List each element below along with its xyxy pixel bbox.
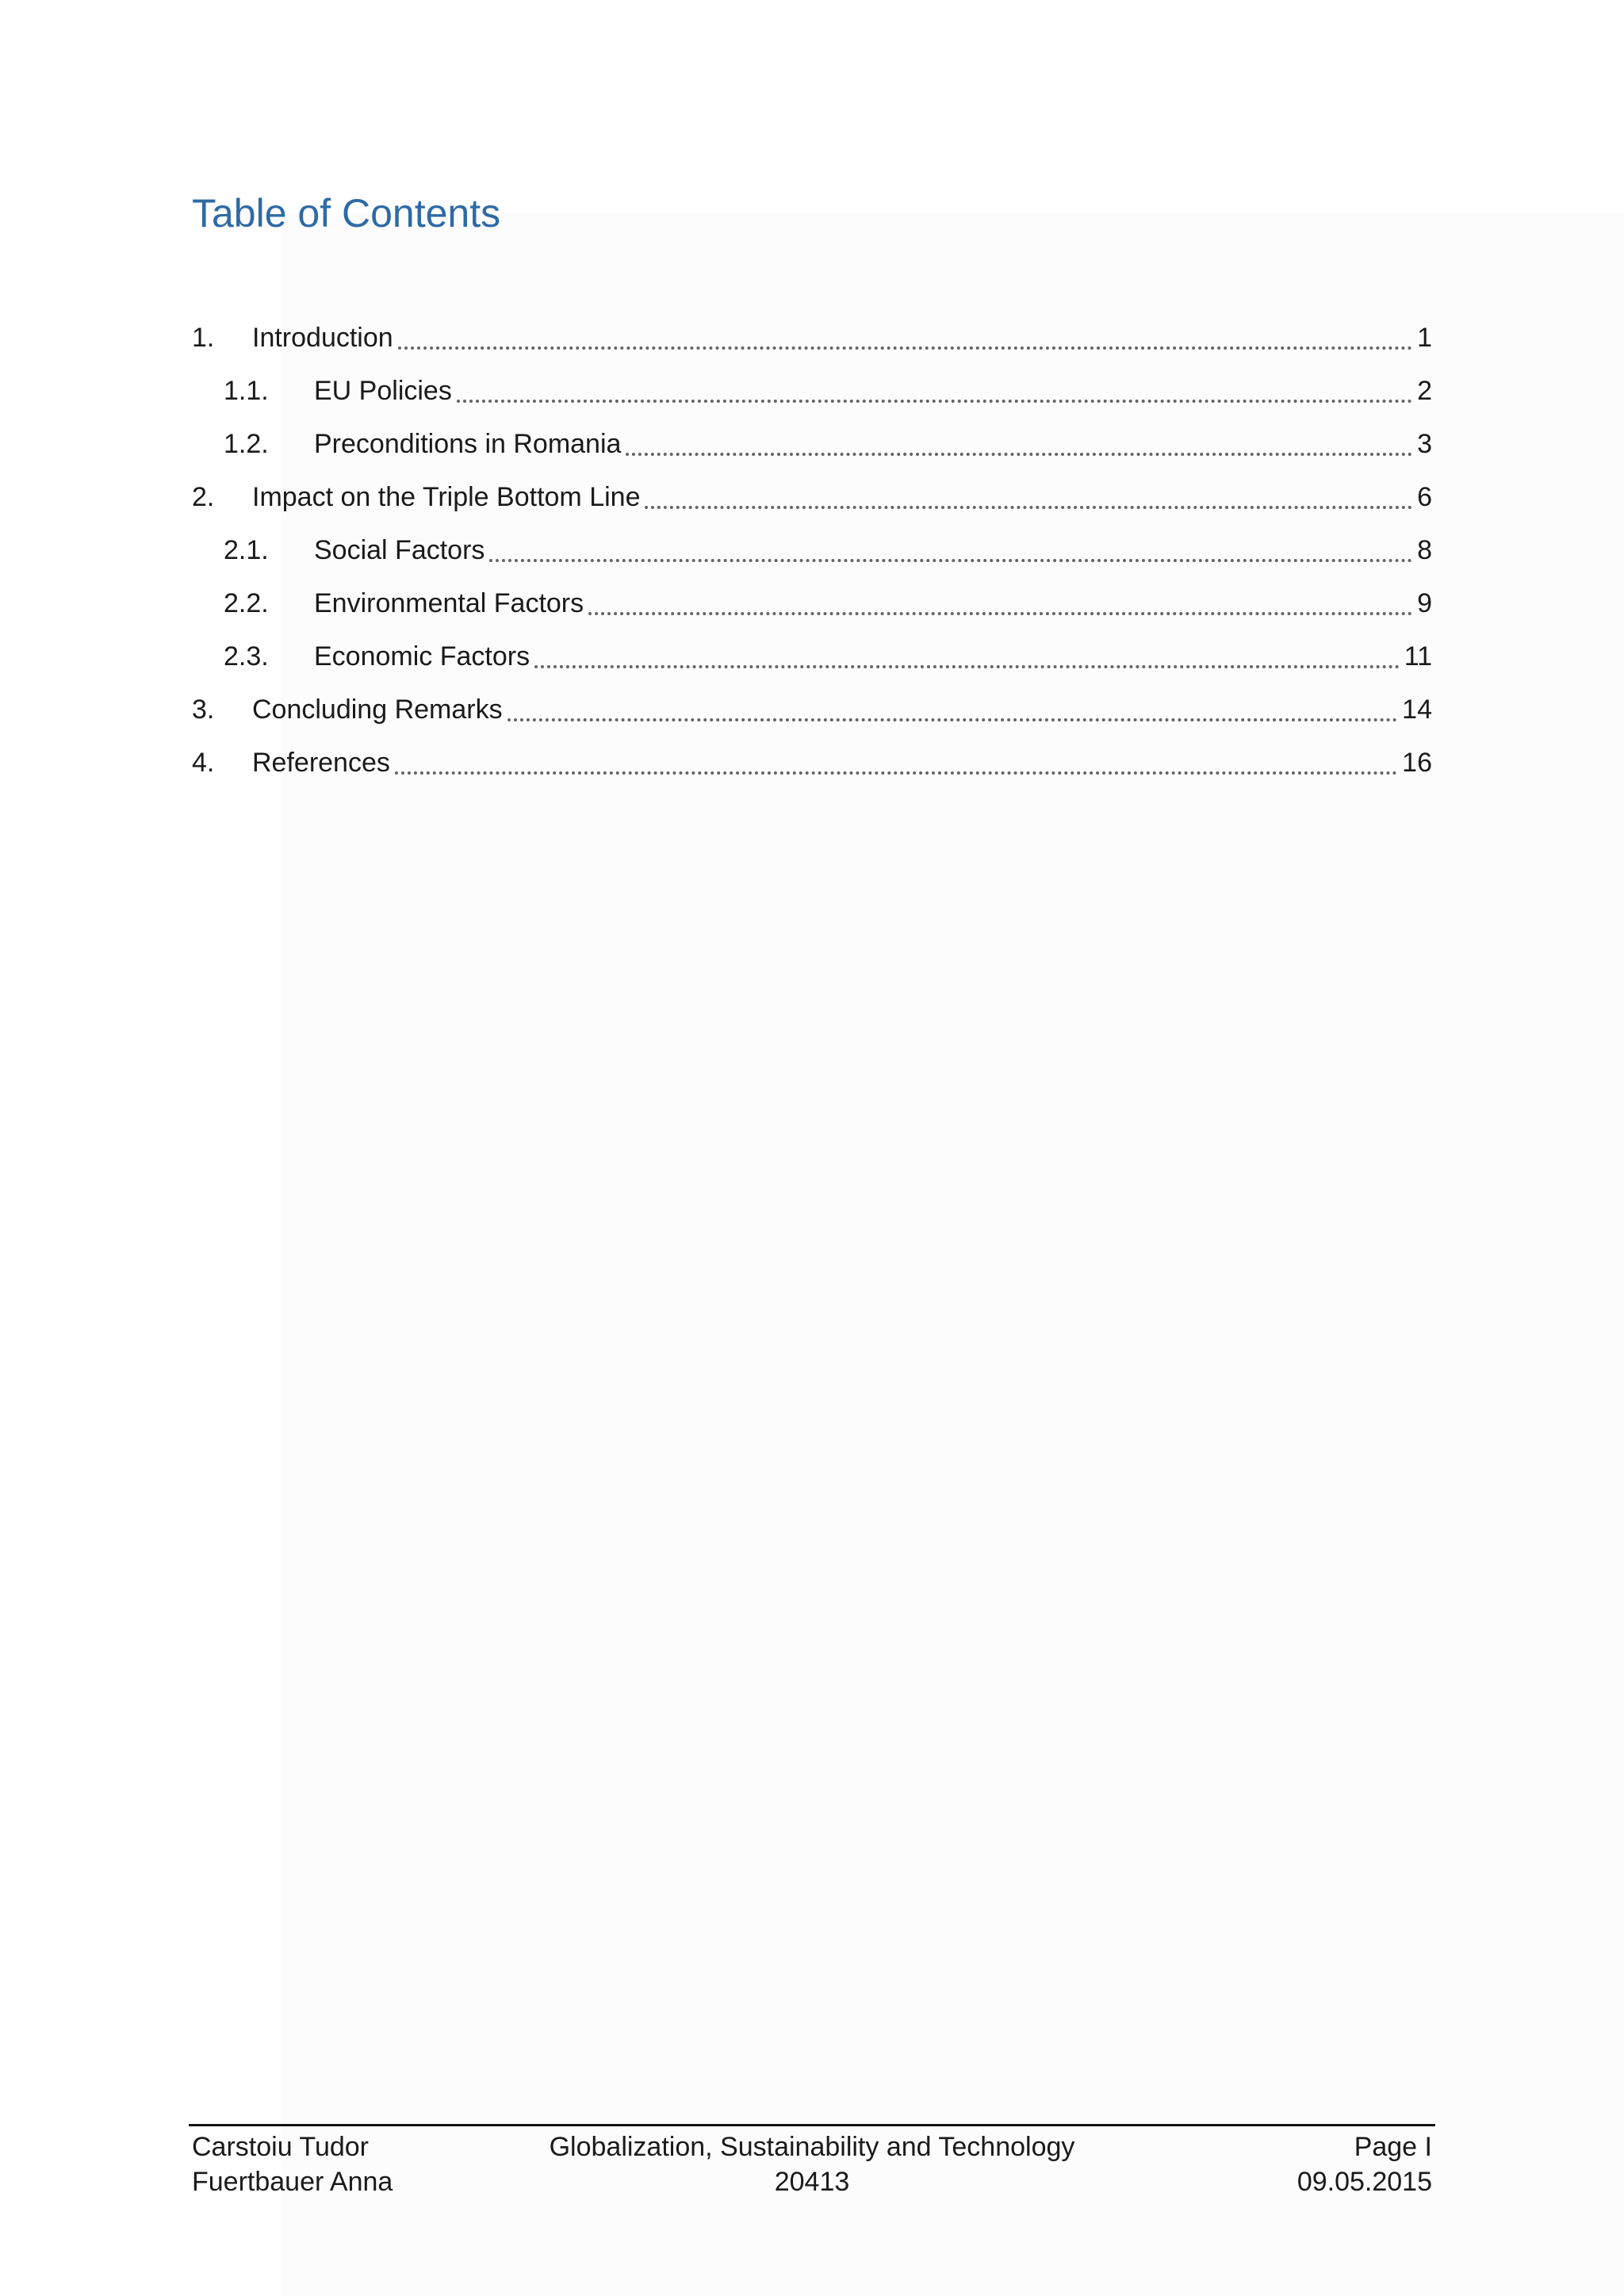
toc-entry-label: Introduction	[252, 322, 393, 353]
toc-dot-leader	[534, 664, 1400, 668]
toc-entry-number: 1.2.	[224, 428, 269, 459]
toc-dot-leader	[645, 505, 1412, 509]
toc-entry-page: 8	[1417, 534, 1432, 565]
toc-title: Table of Contents	[192, 191, 501, 235]
toc-entry-introduction[interactable]	[192, 311, 1432, 364]
toc-entry-number: 2.1.	[224, 534, 269, 565]
toc-entry-social-factors[interactable]	[192, 523, 1432, 576]
footer-course-title: Globalization, Sustainability and Technology	[549, 2132, 1075, 2162]
toc-entry-number: 2.3.	[224, 641, 269, 672]
toc-entry-impact-triple-bottom-line[interactable]	[192, 470, 1432, 523]
toc-entry-label: Concluding Remarks	[252, 694, 503, 725]
toc-dot-leader	[508, 718, 1398, 721]
footer-author-1: Carstoiu Tudor	[192, 2132, 369, 2162]
toc-entry-concluding-remarks[interactable]	[192, 683, 1432, 736]
toc-entry-label: Preconditions in Romania	[314, 428, 622, 459]
toc-entry-page: 14	[1402, 694, 1432, 725]
toc-entry-label: References	[252, 747, 390, 778]
toc-entry-page: 2	[1417, 375, 1432, 406]
toc-entry-preconditions-in-romania[interactable]	[192, 417, 1432, 470]
footer-divider	[189, 2124, 1435, 2126]
toc-entry-number: 1.1.	[224, 375, 269, 406]
toc-entry-number: 2.	[192, 481, 215, 512]
toc-dot-leader	[395, 771, 1397, 775]
toc-dot-leader	[398, 346, 1412, 350]
toc-entry-page: 16	[1402, 747, 1432, 778]
toc-entry-eu-policies[interactable]	[192, 364, 1432, 417]
toc-entry-environmental-factors[interactable]	[192, 576, 1432, 629]
toc-dot-leader	[489, 558, 1412, 562]
toc-entry-number: 3.	[192, 694, 215, 725]
toc-entry-number: 2.2.	[224, 587, 269, 618]
footer-course-number: 20413	[774, 2167, 850, 2197]
table-of-contents	[192, 311, 1432, 789]
footer-course	[192, 2130, 1432, 2199]
toc-entry-label: Social Factors	[314, 534, 485, 565]
toc-entry-number: 4.	[192, 747, 215, 778]
toc-entry-page: 9	[1417, 587, 1432, 618]
toc-entry-references[interactable]	[192, 736, 1432, 789]
footer-page-info	[1297, 2130, 1432, 2199]
toc-dot-leader	[457, 399, 1412, 403]
toc-entry-economic-factors[interactable]	[192, 629, 1432, 683]
toc-entry-page: 6	[1417, 481, 1432, 512]
toc-entry-number: 1.	[192, 322, 215, 353]
toc-dot-leader	[588, 611, 1412, 615]
toc-entry-label: Impact on the Triple Bottom Line	[252, 481, 641, 512]
toc-entry-label: EU Policies	[314, 375, 452, 406]
toc-entry-page: 3	[1417, 428, 1432, 459]
footer-page-label: Page I	[1354, 2132, 1432, 2162]
toc-entry-label: Economic Factors	[314, 641, 530, 672]
footer-author-2: Fuertbauer Anna	[192, 2167, 393, 2197]
toc-dot-leader	[626, 452, 1412, 456]
footer-date: 09.05.2015	[1297, 2167, 1432, 2197]
toc-entry-label: Environmental Factors	[314, 587, 584, 618]
toc-entry-page: 1	[1417, 322, 1432, 353]
toc-entry-page: 11	[1404, 641, 1432, 672]
